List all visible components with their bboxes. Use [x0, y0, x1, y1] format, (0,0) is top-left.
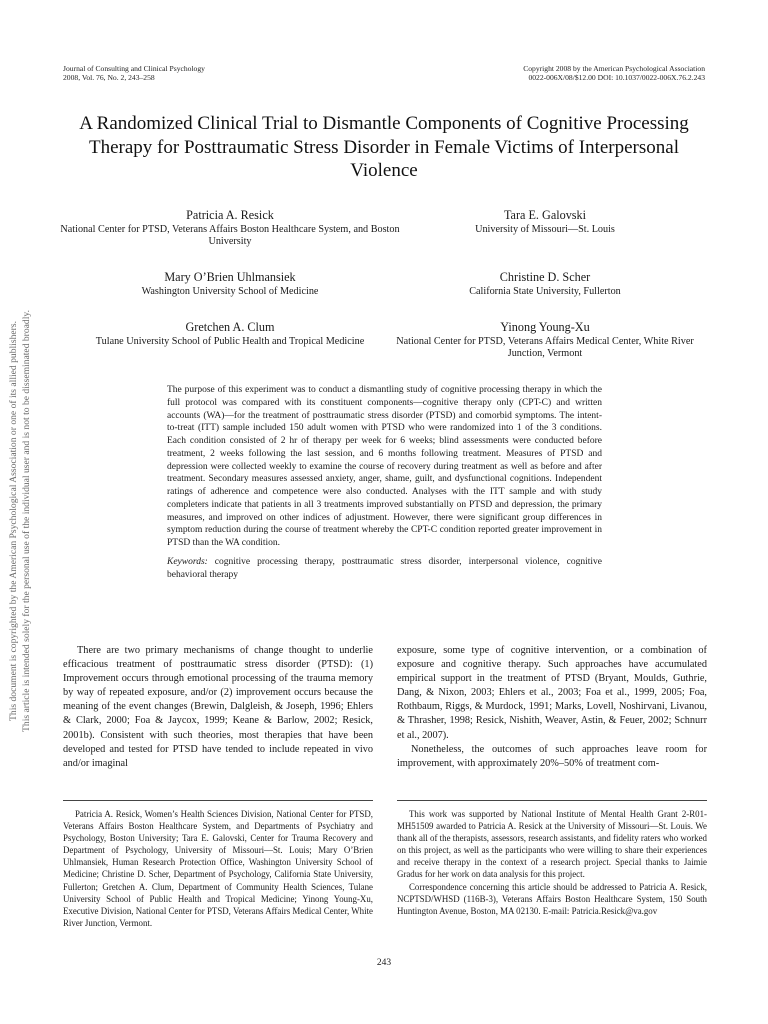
footnote-paragraph: Correspondence concerning this article should be addressed to Patricia A. Resick, NCPTSD/WHSD (116B-3), Veterans Affairs Boston Healthcare System, 150 South Huntington Avenue, Boston, MA 02130. E-mail: Patricia.Resick@va.gov	[397, 881, 707, 916]
author-affiliation: Washington University School of Medicine	[141, 286, 319, 297]
author-affiliation: University of Missouri—St. Louis	[475, 224, 615, 235]
author-name: Patricia A. Resick	[186, 208, 274, 222]
copyright-header	[523, 64, 705, 82]
author-note-affiliations	[63, 808, 373, 929]
keywords-text: cognitive processing therapy, posttraumatic stress disorder, interpersonal violence, cognitive behavioral therapy	[167, 556, 603, 580]
author-note-acknowledgments	[397, 808, 707, 917]
author-block	[380, 270, 710, 298]
body-paragraph: exposure, some type of cognitive intervention, or a combination of exposure and cognitive therapy. Such approaches have accumulated empirical support in the treatment of PTSD (Bryant, Moulds, Guthrie, Dang, & Nixon, 2003; Ehlers et al., 2003; Foa et al., 1999, 2005; Foa, Rothbaum, Riggs, & Murdock, 1991; Marks, Lovell, Noshirvani, Livanou, & Thrasher, 1998; Resick, Nishith, Weaver, Astin, & Feuer, 2002; Schnurr et al., 2007).	[397, 645, 707, 741]
footnote-paragraph: This work was supported by National Institute of Mental Health Grant 2-R01-MH51509 awarded to Patricia A. Resick at the University of Missouri—St. Louis. We thank all of the therapists, assessors, research assistants, and fidelity raters who worked on this project, as well as the participants who were willing to share their experiences and receive therapy in the context of a research project. Special thanks to Jaimie Gradus for her work on data analysis for this project.	[397, 809, 707, 880]
body-paragraph: There are two primary mechanisms of change thought to underlie efficacious treatment of posttraumatic stress disorder (PTSD): (1) Improvement occurs through emotional processing of the trauma memory by way of repeated exposure, and/or (2) improvement occurs because the meaning of the event changes (Brewin, Dalgleish, & Joseph, 1996; Ehlers & Clark, 2000; Foa & Jaycox, 1999; Keane & Barlow, 2002; Resick, 2001b). Consistent with such theories, most therapies that have been developed and tested for PTSD have tended to include repeated in vivo and/or imaginal	[63, 645, 373, 769]
author-name: Yinong Young-Xu	[500, 320, 590, 334]
article-title: A Randomized Clinical Trial to Dismantle Components of Cognitive Processing Therapy for Posttraumatic Stress Disorder in Female Victims of Interpersonal Violence	[79, 113, 689, 181]
author-name: Tara E. Galovski	[503, 208, 587, 222]
author-name: Christine D. Scher	[499, 270, 591, 284]
footnote-divider	[397, 800, 707, 801]
journal-header	[63, 64, 205, 82]
author-affiliation: Tulane University School of Public Health and Tropical Medicine	[95, 336, 365, 347]
author-affiliation: National Center for PTSD, Veterans Affairs Medical Center, White River Junction, Vermont	[396, 336, 694, 359]
footnote-divider	[63, 800, 373, 801]
keywords	[167, 556, 602, 582]
side-notice-line-2: This article is intended solely for the personal use of the individual user and is not to be disseminated broadly.	[21, 310, 32, 732]
author-block	[60, 270, 400, 298]
author-affiliation: National Center for PTSD, Veterans Affairs Boston Healthcare System, and Boston University	[60, 224, 400, 247]
author-block	[60, 320, 400, 348]
author-affiliation: California State University, Fullerton	[469, 286, 621, 297]
body-paragraph: Nonetheless, the outcomes of such approaches leave room for improvement, with approximately 20%–50% of treatment com-	[397, 743, 707, 769]
author-name: Mary O’Brien Uhlmansiek	[164, 270, 296, 284]
journal-name: Journal of Consulting and Clinical Psychology	[63, 64, 205, 73]
side-notice-line-1: This document is copyrighted by the American Psychological Association or one of its allied publishers.	[8, 321, 19, 721]
copyright-line: Copyright 2008 by the American Psychological Association	[523, 64, 705, 73]
footnote-paragraph: Patricia A. Resick, Women’s Health Sciences Division, National Center for PTSD, Veterans Affairs Boston Healthcare System, and Departments of Psychiatry and Psychology, Boston University; Tara E. Galovski, Center for Trauma Recovery and Department of Psychology, University of Missouri—St. Louis; Mary O’Brien Uhlmansiek, Human Research Protection Office, Washington University School of Medicine; Christine D. Scher, Department of Psychology, California State University, Fullerton; Gretchen A. Clum, Department of Community Health Sciences, Tulane University School of Public Health and Tropical Medicine; Yinong Young-Xu, Executive Division, National Center for PTSD, Veterans Affairs Medical Center, White River Junction, Vermont.	[63, 809, 373, 928]
copyright-side-notice	[7, 181, 37, 861]
body-column-left	[63, 644, 373, 771]
abstract-text: The purpose of this experiment was to conduct a dismantling study of cognitive processing therapy in which the full protocol was compared with its constituent components—cognitive therapy only (CPT-C) and written accounts (WA)—for the treatment of posttraumatic stress disorder (PTSD) and comorbid symptoms. The intent-to-treat (ITT) sample included 150 adult women with PTSD who were randomized into 1 of the 3 conditions. Each condition consisted of 2 hr of therapy per week for 6 weeks; blind assessments were conducted before treatment, 2 weeks following the last session, and 6 months following treatment. Measures of PTSD and depression were collected weekly to examine the course of recovery during treatment as well as before and after treatment. Secondary measures assessed anxiety, anger, shame, guilt, and dysfunctional cognitions. Independent ratings of adherence and competence were also conducted. Analyses with the ITT sample and with study completers indicate that patients in all 3 treatments improved substantially on PTSD and depression, the primary measures, and improved on other indices of adjustment. However, there were significant group differences in symptom reduction during the course of treatment whereby the CPT-C condition reported greater improvement in PTSD than the WA condition.	[167, 385, 602, 548]
journal-volume: 2008, Vol. 76, No. 2, 243–258	[63, 73, 155, 82]
page-number: 243	[376, 958, 392, 968]
abstract	[167, 384, 602, 581]
author-name: Gretchen A. Clum	[185, 320, 275, 334]
author-block	[60, 208, 400, 248]
doi-line: 0022-006X/08/$12.00 DOI: 10.1037/0022-006X.76.2.243	[528, 73, 705, 82]
body-column-right	[397, 644, 707, 771]
author-block	[380, 320, 710, 360]
author-block	[380, 208, 710, 236]
keywords-label: Keywords:	[167, 556, 208, 567]
